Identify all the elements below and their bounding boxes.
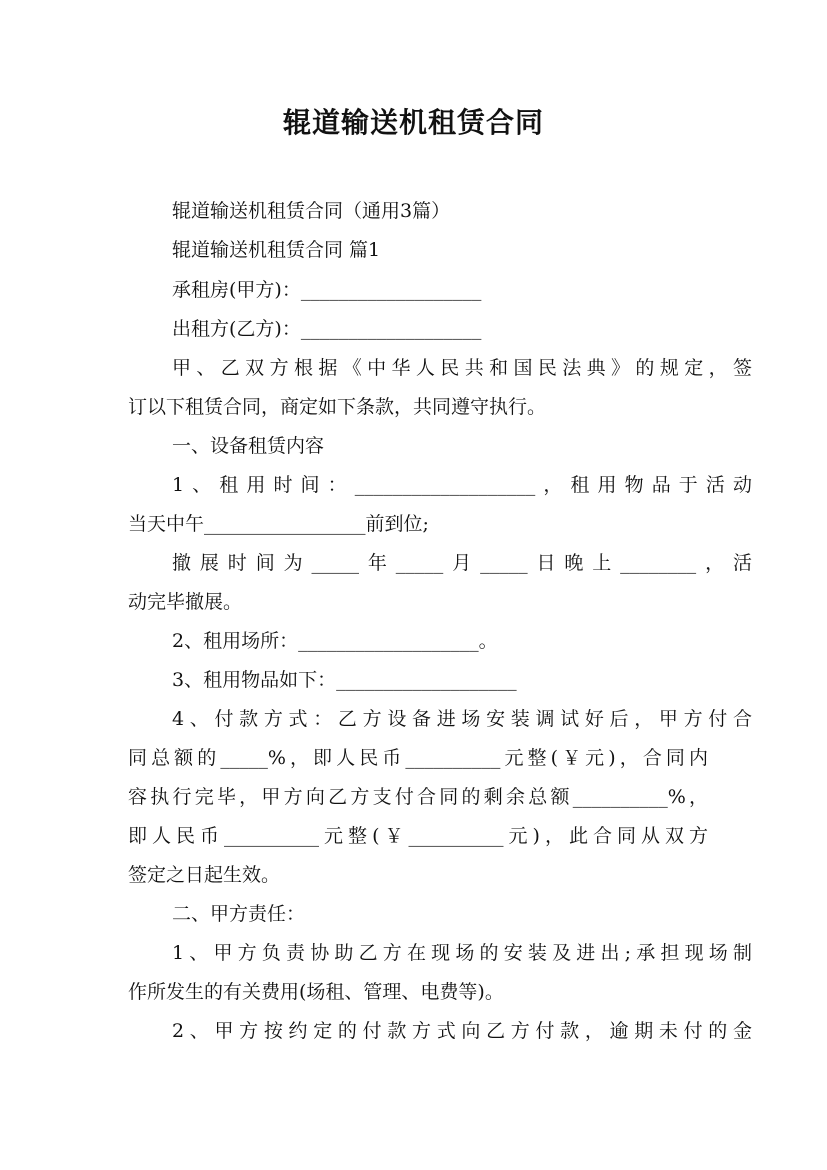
subtitle-line: 辊道输送机租赁合同（通用3篇）: [172, 200, 451, 222]
document-title: 辊道输送机租赁合同: [282, 106, 544, 139]
paragraph-line: 容执行完毕，甲方向乙方支付合同的剩余总额__________%，: [128, 786, 708, 808]
party-b-line: 出租方(乙方)：___________________: [172, 318, 482, 340]
party-a-line: 承租房(甲方)：___________________: [172, 279, 482, 301]
paragraph-line: 动完毕撤展。: [128, 591, 243, 613]
paragraph-line: 即人民币__________元整(￥__________元)，此合同从双方: [128, 825, 708, 847]
section-heading-line: 二、甲方责任：: [172, 903, 306, 925]
paragraph-line: 1、甲方负责协助乙方在现场的安装及进出;承担现场制: [172, 942, 752, 964]
section-heading-line: 辊道输送机租赁合同 篇1: [172, 239, 381, 261]
paragraph-line: 订以下租赁合同，商定如下条款，共同遵守执行。: [128, 396, 547, 418]
paragraph-line: 4、付款方式：乙方设备进场安装调试好后，甲方付合: [172, 708, 752, 730]
paragraph-line: 3、租用物品如下：___________________: [172, 669, 517, 691]
section-heading-line: 一、设备租赁内容: [172, 435, 325, 457]
paragraph-line: 2、租用场所：___________________。: [172, 630, 498, 652]
paragraph-line: 同总额的_____%，即人民币__________元整(￥元)，合同内: [128, 747, 708, 769]
paragraph-line: 签定之日起生效。: [128, 864, 281, 886]
paragraph-line: 撤展时间为_____年_____月_____日晚上________，活: [172, 552, 752, 574]
paragraph-line: 1、租用时间：___________________，租用物品于活动: [172, 474, 752, 496]
paragraph-line: 2、甲方按约定的付款方式向乙方付款，逾期未付的金: [172, 1020, 752, 1042]
paragraph-line: 当天中午_________________前到位;: [128, 513, 429, 535]
paragraph-line: 甲、乙双方根据《中华人民共和国民法典》的规定，签: [172, 357, 752, 379]
paragraph-line: 作所发生的有关费用(场租、管理、电费等)。: [128, 981, 504, 1003]
